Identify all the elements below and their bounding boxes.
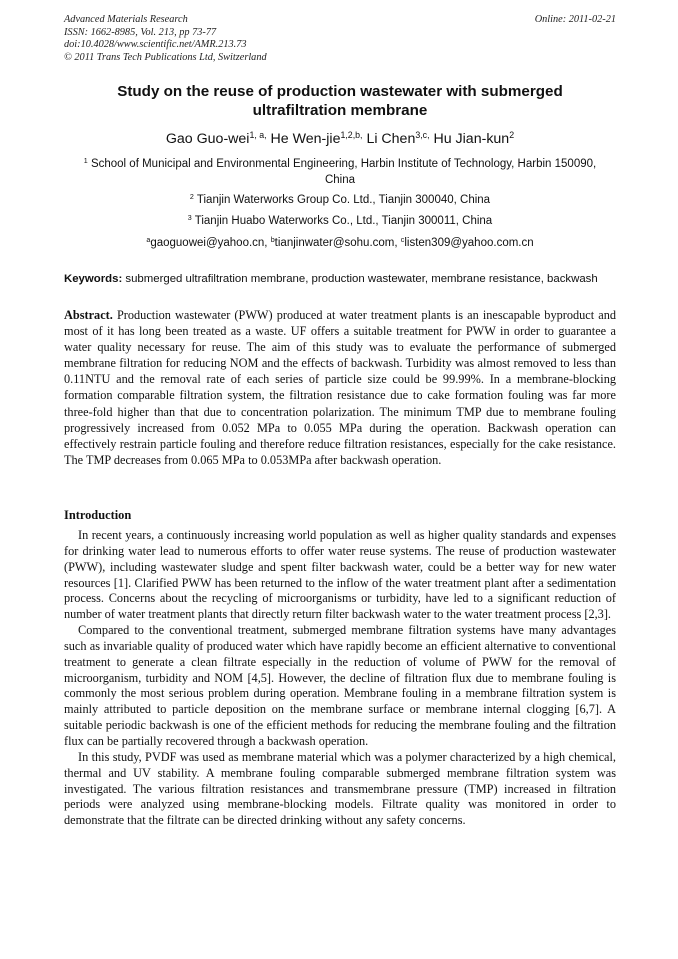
- doi-line: doi:10.4028/www.scientific.net/AMR.213.73: [64, 39, 247, 51]
- copyright-line: © 2011 Trans Tech Publications Ltd, Switzerland: [64, 51, 267, 63]
- keywords: [64, 272, 616, 287]
- journal-header: [64, 14, 616, 64]
- author-sup: 1,2,b,: [340, 130, 363, 141]
- author-sup: 2: [509, 130, 515, 141]
- affiliation-1: [80, 156, 600, 188]
- paper-title: [64, 82, 616, 120]
- affiliation-sup: 1: [83, 157, 88, 166]
- author-name: He Wen-jie: [270, 131, 341, 147]
- affiliation-text: School of Municipal and Environmental Engineering, Harbin Institute of Technology, Harbin 150090, China: [90, 158, 597, 186]
- title-line-2: ultrafiltration membrane: [252, 102, 428, 119]
- email-address: tianjinwater@sohu.com,: [274, 237, 401, 249]
- author-sup: 1, a,: [249, 130, 267, 141]
- email-sup: a: [146, 236, 151, 245]
- author-name: Hu Jian-kun: [433, 131, 510, 147]
- affiliation-text: Tianjin Waterworks Group Co. Ltd., Tianjin 300040, China: [196, 194, 491, 206]
- author-name: Gao Guo-wei: [165, 131, 250, 147]
- abstract-text: Production wastewater (PWW) produced at water treatment plants is an inescapable byproduct and most of it has long been treated as a waste. UF offers a suitable treatment for PWW in order to guarantee a water quality necessary for reuse. The aim of this study was to evaluate the performance of submerged membrane filtration for reducing NOM and the effects of backwash. Turbidity was almost removed to less than 0.11NTU and the removal rate of each series of particle size could be 99.99%. In a membrane-blocking formation comparable filtration system, the filtration resistance due to cake formation fouling was far more three-fold higher than that due to concentration polarization. The minimum TMP due to membrane fouling progressively increased from 0.052 MPa to 0.055 MPa during the operation. Backwash operation can effectively restrain particle fouling and therefore reduce filtration resistances, especially for the cake resistance. The TMP decreases from 0.065 MPa to 0.053MPa after backwash operation.: [64, 308, 617, 467]
- online-date: Online: 2011-02-21: [534, 14, 616, 25]
- email-line: [80, 235, 600, 251]
- author-sup: 3,c,: [415, 130, 430, 141]
- author-name: Li Chen: [366, 131, 416, 147]
- keywords-text: submerged ultrafiltration membrane, production wastewater, membrane resistance, backwash: [125, 273, 598, 285]
- affiliation-2: [80, 192, 600, 208]
- journal-name: Advanced Materials Research: [64, 14, 188, 25]
- email-address: listen309@yahoo.com.cn: [404, 237, 534, 249]
- keywords-label: Keywords:: [64, 273, 123, 285]
- paragraph: Compared to the conventional treatment, submerged membrane filtration systems have many advantages such as invariable quality of produced water which have rapidly become an efficient alternative to conventional treatment to generate a clean filtrate especially in the reduction of volume of PWW for the removal of microorganism, turbidity and NOM [4,5]. However, the decline of filtration flux due to membrane fouling is commonly the most serious problem during operation. Membrane fouling in a membrane filtration system is mainly attributed to particle deposition on the membrane surface or membrane internal clogging [6,7]. A suitable periodic backwash is one of the efficient methods for reducing the membrane fouling and the filtration flux can be partially recovered through a backwash operation.: [64, 623, 616, 748]
- paragraph: In this study, PVDF was used as membrane material which was a polymer characterized by a high chemical, thermal and UV stability. A membrane fouling comparable submerged membrane filtration system was investigated. The various filtration resistances and transmembrane pressure (TMP) increased in filtration periods were analyzed using membrane-blocking models. Filtrate quality was monitored in order to demonstrate that the filtrate can be directed drinking without any safety concerns.: [64, 749, 616, 828]
- issn-line: ISSN: 1662-8985, Vol. 213, pp 73-77: [64, 26, 217, 38]
- affiliation-3: [80, 213, 600, 229]
- affiliation-text: Tianjin Huabo Waterworks Co., Ltd., Tianjin 300011, China: [194, 215, 493, 227]
- email-address: gaoguowei@yahoo.cn,: [150, 237, 271, 249]
- paragraph: In recent years, a continuously increasing world population as well as higher quality standards and expenses for drinking water lead to numerous efforts to offer water reuse systems. The reuse of production wastewater (PWW), including wastewater sludge and spent filter backwash water, could be a better way for new water resources [1]. Clarified PWW has been returned to the inflow of the water treatment plant after a sedimentation process. Concerns about the recycling of microorganisms or turbidity, have led to a significant reduction of number of water treatment plants that directly return filter backwash water to the water treatment process [2,3].: [64, 528, 616, 622]
- email-sup: c: [400, 236, 405, 245]
- introduction-body: [64, 528, 616, 829]
- author-list: [64, 130, 616, 148]
- affiliation-sup: 3: [187, 214, 192, 223]
- email-sup: b: [270, 236, 275, 245]
- section-heading-introduction: Introduction: [64, 508, 132, 522]
- abstract-label: Abstract.: [64, 308, 113, 322]
- abstract: [64, 307, 616, 468]
- affiliation-sup: 2: [189, 193, 194, 202]
- title-line-1: Study on the reuse of production wastewater with submerged: [117, 83, 563, 100]
